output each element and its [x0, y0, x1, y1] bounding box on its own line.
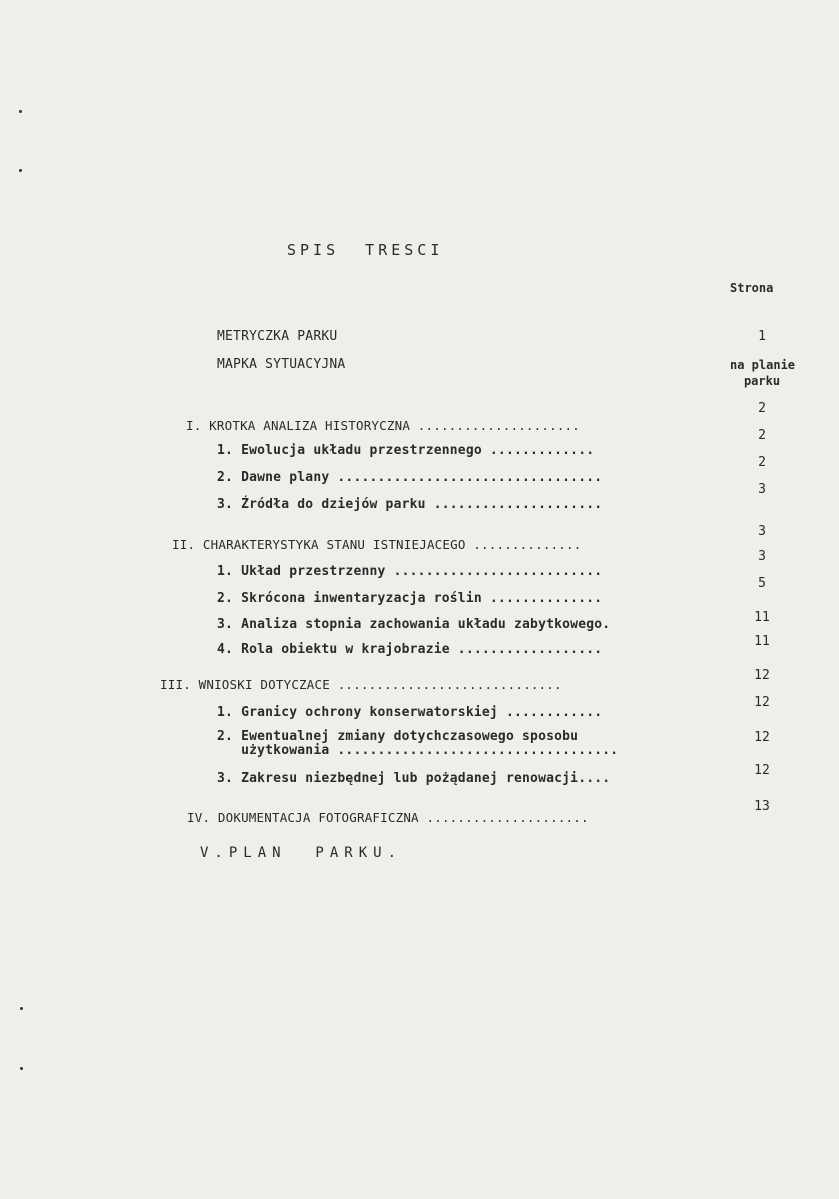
toc-page-mapka: na planie parku [730, 358, 796, 388]
toc-page-1-2: 2 [758, 455, 766, 470]
toc-item-1-3: 3. Źródła do dziejów parku ..................... [217, 497, 603, 512]
toc-item-2-2: 2. Skrócona inwentaryzacja roślin .............. [217, 591, 603, 606]
toc-page-2-3: 11 [754, 610, 770, 625]
toc-page-section-1: 2 [758, 401, 766, 416]
margin-speck [20, 1007, 23, 1010]
toc-item-2-4: 4. Rola obiektu w krajobrazie .................. [217, 642, 603, 657]
toc-section-1: I. KROTKA ANALIZA HISTORYCZNA ..................... [186, 418, 581, 433]
page-title: SPIS TRESCI [287, 241, 444, 259]
toc-page-2-4: 11 [754, 634, 770, 649]
toc-page-section-3: 12 [754, 668, 770, 683]
toc-item-3-2: 2. Ewentualnej zmiany dotychczasowego sposobu użytkowania ................................... [217, 729, 619, 758]
toc-page-1-1: 2 [758, 428, 766, 443]
toc-entry-metryczka: METRYCZKA PARKU [217, 329, 338, 344]
toc-page-3-3: 12 [754, 763, 770, 778]
toc-page-2-2: 5 [758, 576, 766, 591]
toc-page-3-2: 12 [754, 730, 770, 745]
toc-item-1-1: 1. Ewolucja układu przestrzennego ............. [217, 443, 595, 458]
toc-page-3-1: 12 [754, 695, 770, 710]
toc-page-metryczka: 1 [758, 329, 766, 344]
toc-item-3-1: 1. Granicy ochrony konserwatorskiej ............ [217, 705, 603, 720]
toc-item-2-1: 1. Układ przestrzenny .......................... [217, 564, 603, 579]
margin-speck [19, 169, 22, 172]
toc-section-3: III. WNIOSKI DOTYCZACE ............................. [160, 677, 562, 692]
margin-speck [20, 1067, 23, 1070]
toc-page-section-4: 13 [754, 799, 770, 814]
toc-entry-mapka: MAPKA SYTUACYJNA [217, 357, 346, 372]
toc-item-2-3: 3. Analiza stopnia zachowania układu zabytkowego. [217, 617, 611, 632]
page-column-header: Strona [730, 281, 774, 295]
toc-section-5: V.PLAN PARKU. [200, 845, 403, 861]
toc-item-3-3: 3. Zakresu niezbędnej lub pożądanej renowacji.... [217, 771, 611, 786]
toc-section-2: II. CHARAKTERYSTYKA STANU ISTNIEJACEGO .............. [172, 537, 582, 552]
toc-section-4: IV. DOKUMENTACJA FOTOGRAFICZNA ..................... [187, 810, 589, 825]
toc-page-2-1: 3 [758, 549, 766, 564]
margin-speck [19, 110, 22, 113]
toc-page-1-3: 3 [758, 482, 766, 497]
toc-item-1-2: 2. Dawne plany ................................. [217, 470, 603, 485]
toc-page-section-2: 3 [758, 524, 766, 539]
